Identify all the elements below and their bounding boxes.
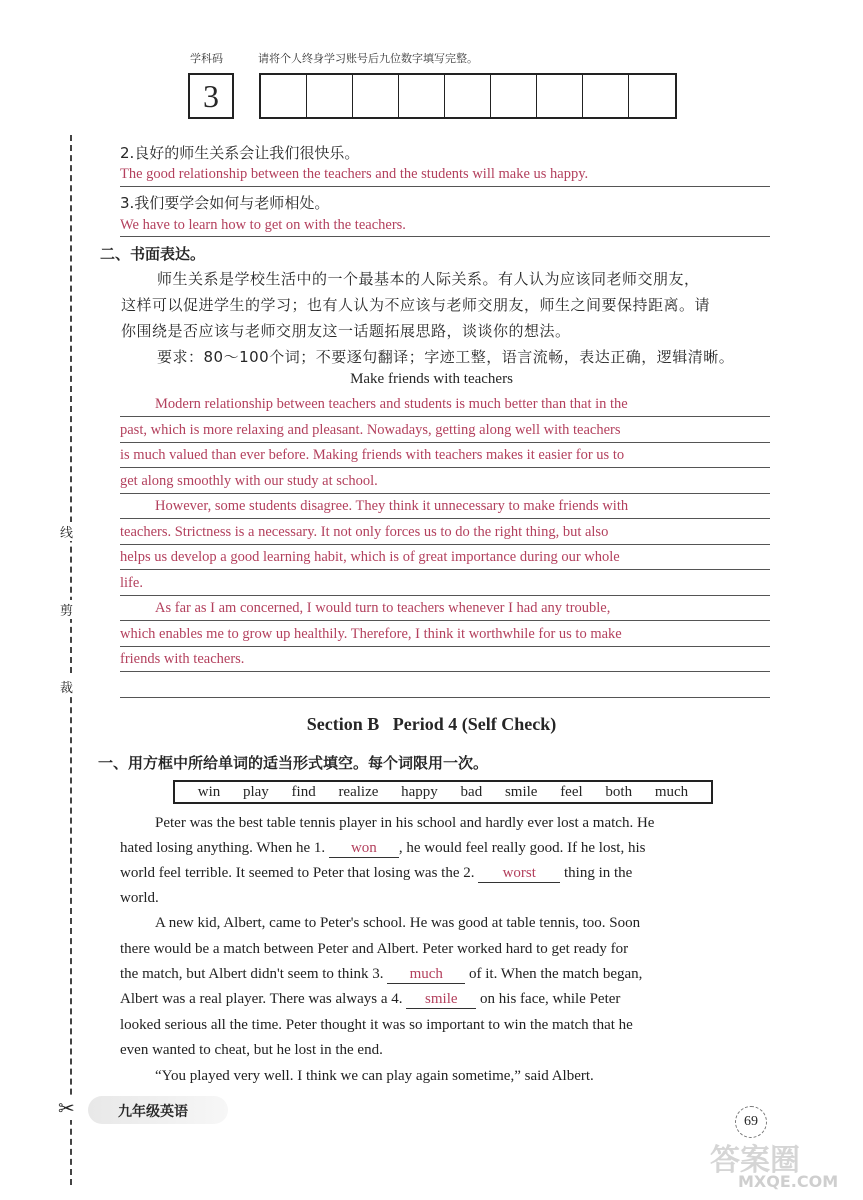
word-bank-item: bad (460, 783, 483, 800)
essay-line: Modern relationship between teachers and students is much better than that in the (155, 396, 628, 412)
passage-line: A new kid, Albert, came to Peter's school. He was good at table tennis, too. Soon (155, 915, 641, 931)
essay-rule (120, 671, 770, 672)
blank-3[interactable]: much (387, 966, 465, 984)
prompt-line-2: 这样可以促进学生的学习；也有人认为不应该与老师交朋友，师生之间要保持距离。请 (121, 296, 711, 314)
book-name: 九年级英语 (118, 1104, 188, 1120)
watermark-url: MXQE.COM (738, 1172, 839, 1191)
word-bank-item: find (291, 783, 316, 800)
essay-line: teachers. Strictness is a necessary. It not only forces us to do the right thing, but also (120, 523, 609, 540)
word-bank-item: realize (338, 783, 379, 800)
essay-rule (120, 697, 770, 698)
word-bank-box (173, 780, 713, 804)
subject-code-box: 3 (188, 73, 234, 119)
essay-line: life. (120, 574, 143, 591)
scissors-icon: ✂ (58, 1096, 75, 1120)
essay-line: As far as I am concerned, I would turn to teachers whenever I had any trouble, (155, 600, 611, 616)
question-2: 2.良好的师生关系会让我们很快乐。 (120, 144, 360, 162)
digit-box[interactable] (399, 75, 445, 117)
blank-4[interactable]: smile (406, 991, 476, 1009)
digit-box[interactable] (445, 75, 491, 117)
blank-1[interactable]: won (329, 840, 399, 858)
watermark-logo: 答案圈 (710, 1143, 800, 1178)
writing-heading: 二、书面表达。 (100, 245, 206, 263)
word-bank-item: happy (401, 783, 438, 800)
essay-rule (120, 467, 770, 468)
essay-rule (120, 620, 770, 621)
word-bank-item: play (242, 783, 269, 800)
word-bank-item: much (654, 783, 689, 800)
essay-rule (120, 442, 770, 443)
passage-line: Albert was a real player. There was always a 4. smile on his face, while Peter (120, 991, 621, 1007)
blank-2[interactable]: worst (478, 865, 560, 883)
digit-box[interactable] (307, 75, 353, 117)
answer-line (120, 236, 770, 237)
digit-box[interactable] (537, 75, 583, 117)
section-title: Section B Period 4 (Self Check) (306, 714, 557, 734)
answer-2: The good relationship between the teachers and the students will make us happy. (120, 166, 589, 182)
digit-box[interactable] (583, 75, 629, 117)
answer-line (120, 186, 770, 187)
essay-rule (120, 569, 770, 570)
passage-line: “You played very well. I think we can play again sometime,” said Albert. (155, 1068, 594, 1084)
essay-title: Make friends with teachers (350, 371, 513, 387)
prompt-line-3: 你围绕是否应该与老师交朋友这一话题拓展思路，谈谈你的想法。 (121, 322, 571, 340)
essay-line: helps us develop a good learning habit, which is of great importance during our whole (120, 549, 620, 565)
passage-line: the match, but Albert didn't seem to think 3. much of it. When the match began, (120, 966, 643, 982)
digit-box[interactable] (261, 75, 307, 117)
essay-line: which enables me to grow up healthily. Therefore, I think it worthwhile for us to make (120, 625, 622, 642)
word-bank-item: feel (560, 783, 583, 800)
question-3: 3.我们要学会如何与老师相处。 (120, 194, 330, 212)
prompt-line-1: 师生关系是学校生活中的一个最基本的人际关系。有人认为应该同老师交朋友， (157, 270, 700, 288)
account-instruction: 请将个人终身学习账号后九位数字填写完整。 (258, 52, 478, 65)
essay-rule (120, 416, 770, 417)
essay-rule (120, 493, 770, 494)
passage-line: there would be a match between Peter and Albert. Peter worked hard to get ready for (120, 941, 629, 957)
word-bank-item: win (197, 783, 221, 800)
word-bank-item: both (605, 783, 633, 800)
fill-blank-heading: 一、用方框中所给单词的适当形式填空。每个词限用一次。 (98, 754, 489, 772)
digit-box[interactable] (629, 75, 675, 117)
passage-line: Peter was the best table tennis player in his school and hardly ever lost a match. He (155, 815, 655, 831)
answer-3: We have to learn how to get on with the teachers. (120, 217, 406, 233)
essay-line: past, which is more relaxing and pleasant. Nowadays, getting along well with teachers (120, 421, 621, 438)
passage-line: world. (120, 890, 159, 906)
essay-rule (120, 544, 770, 545)
essay-line: get along smoothly with our study at school. (120, 472, 378, 489)
digit-box[interactable] (353, 75, 399, 117)
cut-label-cut: 剪 (60, 600, 73, 619)
account-number-boxes[interactable] (259, 73, 677, 119)
cut-line (70, 135, 72, 1185)
digit-box[interactable] (491, 75, 537, 117)
essay-line: is much valued than ever before. Making friends with teachers makes it easier for us to (120, 447, 625, 463)
subject-code-label: 学科码 (190, 52, 223, 65)
passage-line: looked serious all the time. Peter thought it was so important to win the match that he (120, 1017, 633, 1033)
word-bank-item: smile (504, 783, 538, 800)
essay-rule (120, 518, 770, 519)
essay-line: However, some students disagree. They think it unnecessary to make friends with (155, 498, 629, 514)
cut-label-line: 线 (60, 522, 73, 541)
passage-line: hated losing anything. When he 1. won , he would feel really good. If he lost, his (120, 840, 646, 856)
essay-line: friends with teachers. (120, 651, 245, 667)
essay-rule (120, 595, 770, 596)
passage-line: even wanted to cheat, but he lost in the end. (120, 1042, 383, 1058)
requirements: 要求：80～100个词；不要逐句翻译；字迹工整，语言流畅，表达正确，逻辑清晰。 (157, 348, 735, 366)
cut-label-trim: 裁 (60, 677, 73, 696)
essay-rule (120, 646, 770, 647)
passage-line: world feel terrible. It seemed to Peter that losing was the 2. worst thing in the (120, 865, 633, 881)
page-number: 69 (735, 1106, 767, 1138)
